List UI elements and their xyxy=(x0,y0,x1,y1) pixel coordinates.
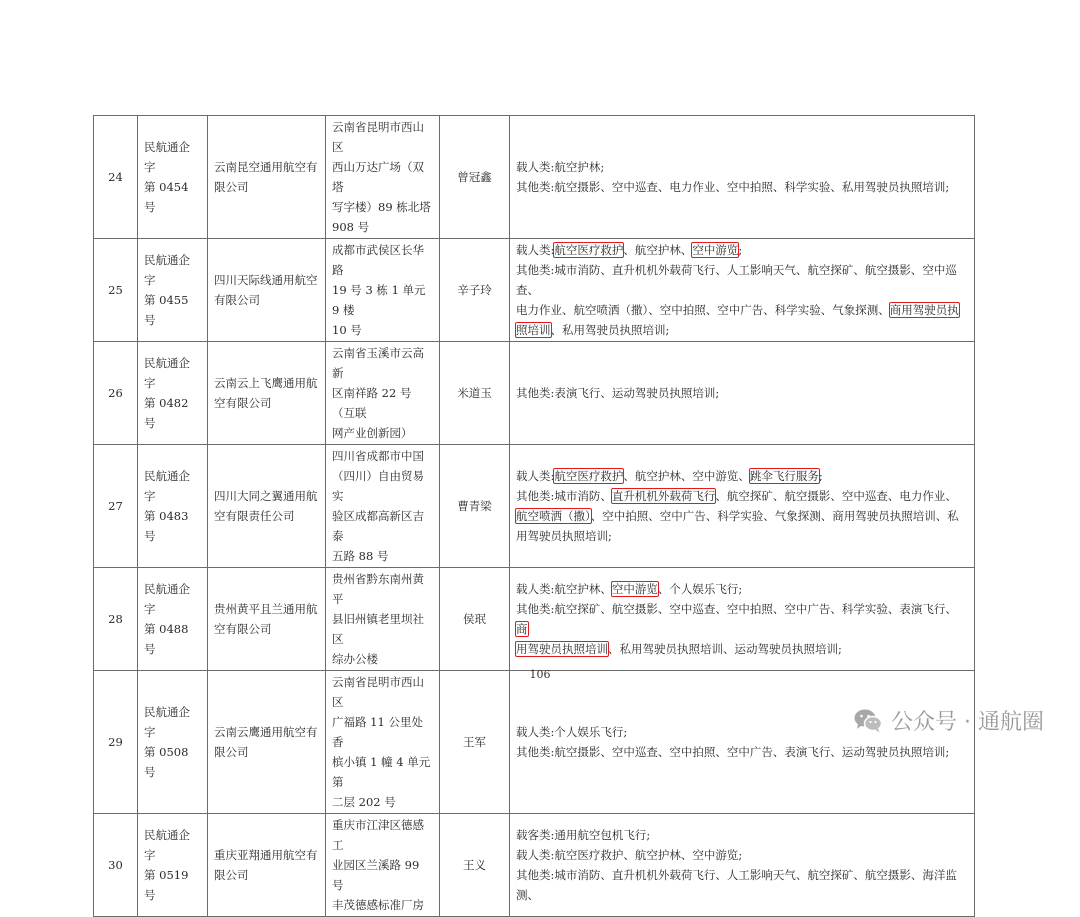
scope-text: 电力作业、航空喷洒（撒）、空中拍照、空中广告、科学实验、气象探测、 xyxy=(516,303,890,317)
scope-line xyxy=(516,506,968,526)
scope-text: 、私用驾驶员执照培训、运动驾驶员执照培训; xyxy=(608,642,842,656)
scope-text: 其他类:航空探矿、航空摄影、空中巡查、空中拍照、空中广告、科学实验、表演飞行、 xyxy=(516,602,957,616)
license-number-line: 民航通企字 xyxy=(144,705,190,739)
license-number-line: 民航通企字 xyxy=(144,469,190,503)
scope-text: 载人类: xyxy=(516,243,555,257)
company-address xyxy=(326,814,440,917)
highlighted-item: 商用驾驶员执 xyxy=(889,303,959,317)
scope-text: 其他类:航空摄影、空中巡查、电力作业、空中拍照、科学实验、私用驾驶员执照培训; xyxy=(516,180,950,194)
scope-line xyxy=(516,320,968,340)
company-name-line: 云南昆空通用航空有 xyxy=(214,160,318,174)
company-address xyxy=(326,445,440,568)
scope-line xyxy=(516,639,968,659)
license-number-line: 第 0483 号 xyxy=(144,509,189,543)
scope-text: ; xyxy=(818,469,823,483)
license-number-line: 民航通企字 xyxy=(144,140,190,174)
scope-text: 载人类:航空医疗救护、航空护林、空中游览; xyxy=(516,848,743,862)
legal-representative: 米道玉 xyxy=(440,342,510,445)
company-address-line: 二层 202 号 xyxy=(332,795,396,809)
company-address xyxy=(326,342,440,445)
license-number xyxy=(138,116,208,239)
company-address-line: 重庆市江津区德感工 xyxy=(332,818,424,852)
legal-representative: 曹青梁 xyxy=(440,445,510,568)
license-number xyxy=(138,568,208,671)
license-number-line: 民航通企字 xyxy=(144,582,190,616)
company-address-line: 槟小镇 1 幢 4 单元第 xyxy=(332,755,431,789)
license-number xyxy=(138,239,208,342)
row-number: 26 xyxy=(94,342,138,445)
company-name xyxy=(208,116,326,239)
company-address-line: 云南省玉溪市云高新 xyxy=(332,346,424,380)
scope-line xyxy=(516,526,968,546)
company-address-line: 贵州省黔东南州黄平 xyxy=(332,572,424,606)
company-name-line: 云南云上飞鹰通用航 xyxy=(214,376,318,390)
company-name xyxy=(208,568,326,671)
table-row xyxy=(94,814,975,917)
table-row xyxy=(94,116,975,239)
company-address-line: 业园区兰溪路 99 号 xyxy=(332,858,420,892)
company-address-line: 验区成都高新区吉泰 xyxy=(332,509,424,543)
scope-line xyxy=(516,300,968,320)
company-name-line: 四川天际线通用航空 xyxy=(214,273,318,287)
table-row xyxy=(94,445,975,568)
company-name-line: 重庆亚翔通用航空有 xyxy=(214,848,318,862)
row-number: 25 xyxy=(94,239,138,342)
scope-line xyxy=(516,579,968,599)
scope-text: 载人类:航空护林、 xyxy=(516,582,612,596)
legal-representative: 王义 xyxy=(440,814,510,917)
business-scope xyxy=(510,814,975,917)
highlighted-item: 用驾驶员执照培训 xyxy=(516,642,608,656)
company-address-line: 网产业创新园） xyxy=(332,426,413,440)
scope-text: 载客类:通用航空包机飞行; xyxy=(516,828,651,842)
highlighted-item: 航空医疗救护 xyxy=(554,469,624,483)
company-address-line: （四川）自由贸易实 xyxy=(332,469,424,503)
company-name xyxy=(208,445,326,568)
company-address-line: 云南省昆明市西山区 xyxy=(332,675,424,709)
company-address-line: 19 号 3 栋 1 单元 9 楼 xyxy=(332,283,426,317)
scope-text: 其他类:城市消防、直升机机外载荷飞行、人工影响天气、航空探矿、航空摄影、空中巡查、 xyxy=(516,263,957,297)
business-scope xyxy=(510,239,975,342)
company-address xyxy=(326,568,440,671)
license-number-line: 民航通企字 xyxy=(144,253,190,287)
company-name-line: 空有限公司 xyxy=(214,396,272,410)
license-number-line: 第 0508 号 xyxy=(144,745,189,779)
scope-line xyxy=(516,845,968,865)
license-number-line: 民航通企字 xyxy=(144,828,190,862)
scope-text: 、航空护林、 xyxy=(623,243,693,257)
highlighted-item: 航空医疗救护 xyxy=(554,243,624,257)
row-number: 27 xyxy=(94,445,138,568)
row-number: 28 xyxy=(94,568,138,671)
legal-representative: 王军 xyxy=(440,671,510,814)
license-number-line: 第 0488 号 xyxy=(144,622,189,656)
company-address-line: 写字楼）89 栋北塔 xyxy=(332,200,431,214)
watermark-text: 公众号 · 通航圈 xyxy=(891,710,1044,735)
legal-representative: 曾冠鑫 xyxy=(440,116,510,239)
company-address-line: 广福路 11 公里处香 xyxy=(332,715,423,749)
company-name xyxy=(208,239,326,342)
company-address-line: 四川省成都市中国 xyxy=(332,449,424,463)
table-row xyxy=(94,568,975,671)
wechat-icon xyxy=(853,708,883,734)
company-address-line: 丰茂德感标准厂房 xyxy=(332,898,424,912)
scope-text: 、空中拍照、空中广告、科学实验、气象探测、商用驾驶员执照培训、私 xyxy=(590,509,959,523)
scope-line xyxy=(516,177,968,197)
registry-table-body xyxy=(94,116,975,917)
highlighted-item: 直升机机外载荷飞行 xyxy=(611,489,716,503)
highlighted-item: 商 xyxy=(516,622,528,636)
highlighted-item: 空中游览 xyxy=(611,582,658,596)
company-name-line: 限公司 xyxy=(214,745,249,759)
scope-line xyxy=(516,157,968,177)
company-address-line: 县旧州镇老里坝社区 xyxy=(332,612,424,646)
table-row xyxy=(94,342,975,445)
company-name-line: 有限公司 xyxy=(214,293,260,307)
license-number-line: 第 0454 号 xyxy=(144,180,189,214)
business-scope xyxy=(510,568,975,671)
scope-line xyxy=(516,486,968,506)
table-row xyxy=(94,671,975,814)
company-address-line: 综办公楼 xyxy=(332,652,378,666)
company-address-line: 10 号 xyxy=(332,323,362,337)
license-number xyxy=(138,671,208,814)
company-address-line: 成都市武侯区长华路 xyxy=(332,243,424,277)
highlighted-item: 空中游览 xyxy=(692,243,739,257)
row-number: 24 xyxy=(94,116,138,239)
watermark xyxy=(853,705,1044,736)
company-name-line: 空有限公司 xyxy=(214,622,272,636)
company-address xyxy=(326,116,440,239)
company-name-line: 云南云鹰通用航空有 xyxy=(214,725,318,739)
company-name-line: 限公司 xyxy=(214,868,249,882)
business-scope xyxy=(510,671,975,814)
company-name-line: 限公司 xyxy=(214,180,249,194)
license-number-line: 第 0482 号 xyxy=(144,396,189,430)
scope-line xyxy=(516,240,968,260)
registry-table xyxy=(93,115,975,917)
highlighted-item: 照培训 xyxy=(516,323,551,337)
scope-line xyxy=(516,599,968,639)
highlighted-item: 航空喷洒（撒） xyxy=(516,509,591,523)
company-address-line: 云南省昆明市西山区 xyxy=(332,120,424,154)
scope-text: 载人类:个人娱乐飞行; xyxy=(516,725,628,739)
license-number xyxy=(138,445,208,568)
highlighted-item: 跳伞飞行服务 xyxy=(749,469,819,483)
scope-text: 其他类:城市消防、直升机机外载荷飞行、人工影响天气、航空探矿、航空摄影、海洋监测、 xyxy=(516,868,957,902)
company-name-line: 空有限责任公司 xyxy=(214,509,295,523)
scope-text: 、私用驾驶员执照培训; xyxy=(550,323,670,337)
company-address-line: 五路 88 号 xyxy=(332,549,389,563)
company-name-line: 贵州黄平且兰通用航 xyxy=(214,602,318,616)
company-address xyxy=(326,671,440,814)
license-number-line: 第 0519 号 xyxy=(144,868,189,902)
license-number-line: 民航通企字 xyxy=(144,356,190,390)
company-address xyxy=(326,239,440,342)
company-name xyxy=(208,342,326,445)
scope-line xyxy=(516,742,968,762)
scope-text: 载人类: xyxy=(516,469,555,483)
scope-line xyxy=(516,865,968,905)
scope-line xyxy=(516,466,968,486)
scope-text: 用驾驶员执照培训; xyxy=(516,529,612,543)
license-number-line: 第 0455 号 xyxy=(144,293,189,327)
row-number: 29 xyxy=(94,671,138,814)
business-scope xyxy=(510,445,975,568)
business-scope xyxy=(510,116,975,239)
scope-line xyxy=(516,383,968,403)
scope-text: ; xyxy=(738,243,743,257)
company-name-line: 四川大同之翼通用航 xyxy=(214,489,318,503)
scope-text: 、航空护林、空中游览、 xyxy=(623,469,750,483)
table-row xyxy=(94,239,975,342)
scope-text: 载人类:航空护林; xyxy=(516,160,605,174)
company-name xyxy=(208,671,326,814)
company-address-line: 区南祥路 22 号（互联 xyxy=(332,386,412,420)
legal-representative: 侯珉 xyxy=(440,568,510,671)
row-number: 30 xyxy=(94,814,138,917)
license-number xyxy=(138,342,208,445)
scope-text: 其他类:城市消防、 xyxy=(516,489,612,503)
license-number xyxy=(138,814,208,917)
business-scope xyxy=(510,342,975,445)
scope-text: 其他类:航空摄影、空中巡查、空中拍照、空中广告、表演飞行、运动驾驶员执照培训; xyxy=(516,745,950,759)
company-address-line: 908 号 xyxy=(332,220,370,234)
company-address-line: 西山万达广场（双塔 xyxy=(332,160,424,194)
scope-text: 其他类:表演飞行、运动驾驶员执照培训; xyxy=(516,386,720,400)
scope-text: 、航空探矿、航空摄影、空中巡查、电力作业、 xyxy=(715,489,957,503)
company-name xyxy=(208,814,326,917)
legal-representative: 辛子玲 xyxy=(440,239,510,342)
scope-line xyxy=(516,260,968,300)
page-number: 106 xyxy=(529,668,551,681)
scope-line xyxy=(516,825,968,845)
scope-text: 、个人娱乐飞行; xyxy=(657,582,743,596)
